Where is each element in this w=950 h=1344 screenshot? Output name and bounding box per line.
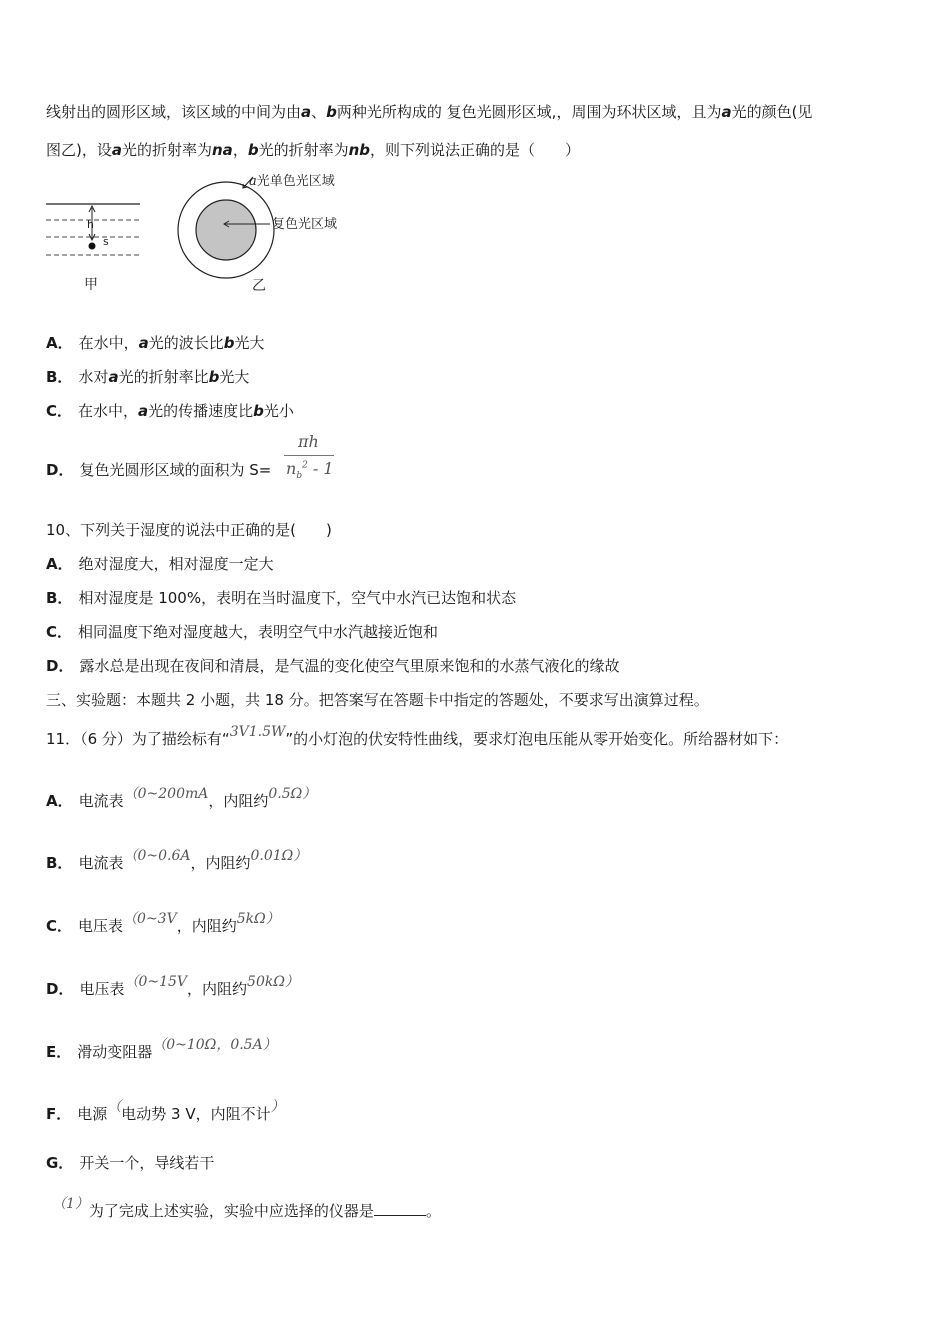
q11-item-a: A． 电流表（0~200mA，内阻约0.5Ω） <box>46 786 317 810</box>
q11-item-b: B． 电流表（0~0.6A，内阻约0.01Ω） <box>46 848 308 872</box>
q11-item-g: G． 开关一个，导线若干 <box>46 1154 215 1172</box>
q9-option-b: B． 水对a光的折射率比b光大 <box>46 368 250 386</box>
outer-region-label: a光单色光区域 <box>249 174 335 189</box>
formula-numerator: πh <box>298 432 319 451</box>
section-3-heading: 三、实验题：本题共 2 小题，共 18 分。把答案写在答题卡中指定的答题处，不要求写出演算过程。 <box>46 691 709 709</box>
q11-stem: 11．（6 分）为了描绘标有“3V1.5W”的小灯泡的伏安特性曲线，要求灯泡电压能从零开始变化。所给器材如下： <box>46 724 789 748</box>
q9-option-c: C． 在水中，a光的传播速度比b光小 <box>46 402 294 420</box>
q10-stem: 10、下列关于湿度的说法中正确的是( ) <box>46 521 332 539</box>
optics-figure <box>44 168 364 298</box>
q11-item-e: E． 滑动变阻器（0~10Ω，0.5A） <box>46 1037 277 1061</box>
formula-denominator: $n_b^2 - 1$ <box>286 459 334 482</box>
inner-region-label: 复色光区域 <box>272 217 338 232</box>
answer-blank[interactable] <box>374 1201 426 1216</box>
s-label: s <box>103 235 109 248</box>
h-label: h <box>87 218 94 231</box>
inner-circle <box>196 200 256 260</box>
q10-option-a: A． 绝对湿度大，相对湿度一定大 <box>46 555 274 573</box>
intro-line-1: 线射出的圆形区域，该区域的中间为由a、b两种光所构成的 复色光圆形区域,，周围为环状区域，且为a光的颜色(见 <box>46 103 813 121</box>
intro-line-2: 图乙)，设a光的折射率为na，b光的折射率为nb，则下列说法正确的是（ ） <box>46 141 581 159</box>
q9-option-a: A． 在水中，a光的波长比b光大 <box>46 334 265 352</box>
q11-item-c: C． 电压表（0~3V，内阻约5kΩ） <box>46 911 280 935</box>
q10-option-c: C． 相同温度下绝对湿度越大，表明空气中水汽越接近饱和 <box>46 623 439 641</box>
q9-option-d: D． 复色光圆形区域的面积为 S= <box>46 461 272 479</box>
jia-label: 甲 <box>84 277 98 293</box>
q10-option-d: D． 露水总是出现在夜间和清晨，是气温的变化使空气里原来饱和的水蒸气液化的缘故 <box>46 657 620 675</box>
q11-item-d: D． 电压表（0~15V，内阻约50kΩ） <box>46 974 299 998</box>
figure-yi <box>178 173 337 294</box>
q11-item-f: F． 电源（电动势 3 V，内阻不计） <box>46 1099 285 1123</box>
yi-label: 乙 <box>252 278 266 294</box>
q11-sub-1: （1）为了完成上述实验，实验中应选择的仪器是 。 <box>52 1196 441 1220</box>
q10-option-b: B． 相对湿度是 100%，表明在当时温度下，空气中水汽已达饱和状态 <box>46 589 517 607</box>
figure-jia <box>46 204 140 293</box>
light-source-dot <box>89 243 96 250</box>
